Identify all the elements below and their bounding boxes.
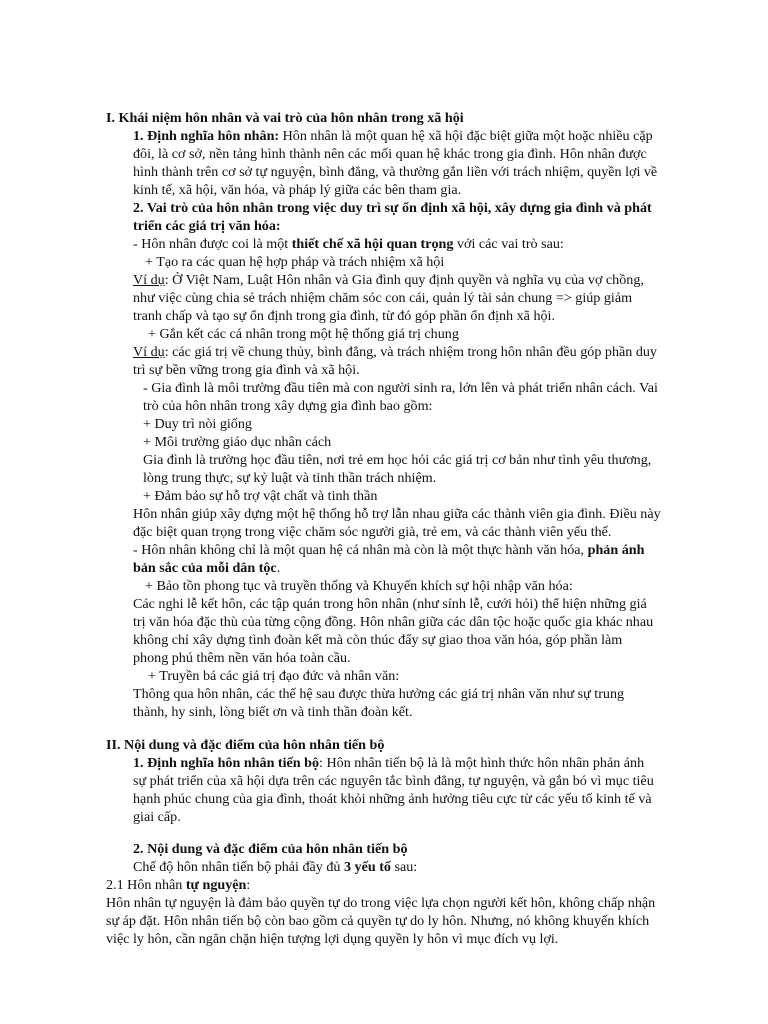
culture-line: bản sắc của mỗi dân tộc. xyxy=(133,560,281,576)
bullet-support: + Đảm bảo sự hỗ trợ vật chất và tinh thần xyxy=(143,488,378,504)
voluntary-paragraph-line: Hôn nhân tự nguyện là đảm bảo quyền tự do trong việc lựa chọn người kết hôn, không chấp nhận xyxy=(106,895,656,911)
bullet-preserve-tradition: + Bảo tồn phong tục và truyền thống và Khuyến khích sự hội nhập văn hóa: xyxy=(145,578,573,594)
education-paragraph-line: lòng trung thực, sự kỷ luật và tinh thần trách nhiệm. xyxy=(143,470,437,486)
generation-paragraph-line: thành, hy sinh, lòng biết ơn và tinh thần đoàn kết. xyxy=(133,704,413,720)
section-2-heading: II. Nội dung và đặc điểm của hôn nhân tiến bộ xyxy=(106,737,385,753)
definition-paragraph-line: kinh tế, xã hội, văn hóa, và pháp lý giữa các bên tham gia. xyxy=(133,182,462,198)
family-paragraph-line: - Gia đình là môi trường đầu tiên mà con người sinh ra, lớn lên và phát triển nhân cách. Vai xyxy=(143,380,658,396)
content-intro: Chế độ hôn nhân tiến bộ phải đầy đủ 3 yếu tố sau: xyxy=(133,859,418,875)
role-heading: triển các giá trị văn hóa: xyxy=(133,218,281,234)
bullet-spread-values: + Truyền bá các giá trị đạo đức và nhân văn: xyxy=(148,668,400,684)
ceremony-paragraph-line: trị văn hóa đặc thù của từng cộng đồng. Hôn nhân giữa các dân tộc hoặc quốc gia khác nhau xyxy=(133,614,654,630)
example-paragraph-line: Ví dụ: Ở Việt Nam, Luật Hôn nhân và Gia đình quy định quyền và nghĩa vụ của vợ chồng, xyxy=(133,272,644,288)
voluntary-paragraph-line: sự áp đặt. Hôn nhân tiến bộ còn bao gồm cả quyền tự do ly hôn. Nhưng, nó không khuyến khích xyxy=(106,913,650,929)
support-paragraph-line: Hôn nhân giúp xây dựng một hệ thống hỗ trợ lẫn nhau giữa các thành viên gia đình. Điều này xyxy=(133,506,661,522)
progressive-definition-line: hạnh phúc chung của gia đình, thoát khỏi những ảnh hưởng tiêu cực từ các yếu tố kinh tế và xyxy=(133,791,652,807)
institution-line: - Hôn nhân được coi là một thiết chế xã hội quan trọng với các vai trò sau: xyxy=(133,236,564,252)
voluntary-paragraph-line: việc ly hôn, cần ngăn chặn hiện tượng lợi dụng quyền ly hôn vì mục đích vụ lợi. xyxy=(106,931,559,947)
definition-paragraph-line: 1. Định nghĩa hôn nhân: Hôn nhân là một quan hệ xã hội đặc biệt giữa một hoặc nhiều cặp xyxy=(133,128,653,144)
content-heading: 2. Nội dung và đặc điểm của hôn nhân tiến bộ xyxy=(133,841,408,857)
ceremony-paragraph-line: phong phú thêm nền văn hóa toàn cầu. xyxy=(133,650,351,666)
progressive-definition-line: 1. Định nghĩa hôn nhân tiến bộ: Hôn nhân tiến bộ là là một hình thức hôn nhân phản ánh xyxy=(133,755,645,771)
generation-paragraph-line: Thông qua hôn nhân, các thế hệ sau được thừa hưởng các giá trị nhân văn như sự trung xyxy=(133,686,625,702)
section-1-heading: I. Khái niệm hôn nhân và vai trò của hôn nhân trong xã hội xyxy=(106,110,464,126)
example-paragraph-line: Ví dụ: các giá trị về chung thủy, bình đẳng, và trách nhiệm trong hôn nhân đều góp phần duy xyxy=(133,344,657,360)
subsection-heading: 2.1 Hôn nhân tự nguyện: xyxy=(106,877,251,893)
definition-paragraph-line: đôi, là cơ sở, nền tảng hình thành nên các mối quan hệ khác trong gia đình. Hôn nhân được xyxy=(133,146,647,162)
bullet-shared-values: + Gắn kết các cá nhân trong một hệ thống giá trị chung xyxy=(148,326,459,342)
role-heading: 2. Vai trò của hôn nhân trong việc duy trì sự ổn định xã hội, xây dựng gia đình và phát xyxy=(133,200,652,216)
bullet-education: + Môi trường giáo dục nhân cách xyxy=(143,434,332,450)
bullet-reproduction: + Duy trì nòi giống xyxy=(143,416,252,432)
definition-paragraph-line: hình thành trên cơ sở tự nguyện, bình đẳng, và thường gắn liền với trách nhiệm, quyền lợi về xyxy=(133,164,658,180)
education-paragraph-line: Gia đình là trường học đầu tiên, nơi trẻ em học hỏi các giá trị cơ bản như tình yêu thương, xyxy=(143,452,652,468)
progressive-definition-line: sự phát triển của xã hội dựa trên các nguyên tắc bình đẳng, tự nguyện, và gắn bó vì mục tiêu xyxy=(133,773,654,789)
example-paragraph-line: như việc cùng chia sẻ trách nhiệm chăm sóc con cái, quản lý tài sản chung => giúp giảm xyxy=(133,290,633,306)
culture-line: - Hôn nhân không chỉ là một quan hệ cá nhân mà còn là một thực hành văn hóa, phản ánh xyxy=(133,542,645,558)
bullet-legal-relations: + Tạo ra các quan hệ hợp pháp và trách nhiệm xã hội xyxy=(145,254,445,270)
ceremony-paragraph-line: không chỉ xây dựng tình đoàn kết mà còn thúc đẩy sự giao thoa văn hóa, góp phần làm xyxy=(133,632,623,648)
example-paragraph-line: tranh chấp và tạo sự ổn định trong gia đình, từ đó góp phần ổn định xã hội. xyxy=(133,308,555,324)
example-paragraph-line: trì sự bền vững trong gia đình và xã hội. xyxy=(133,362,360,378)
support-paragraph-line: đặc biệt quan trọng trong việc chăm sóc người già, trẻ em, và các thành viên yếu thế. xyxy=(133,524,612,540)
ceremony-paragraph-line: Các nghi lễ kết hôn, các tập quán trong hôn nhân (như sính lễ, cưới hỏi) thể hiện những giá xyxy=(133,596,647,612)
progressive-definition-line: giai cấp. xyxy=(133,809,181,825)
family-paragraph-line: trò của hôn nhân trong xây dựng gia đình bao gồm: xyxy=(143,398,433,414)
